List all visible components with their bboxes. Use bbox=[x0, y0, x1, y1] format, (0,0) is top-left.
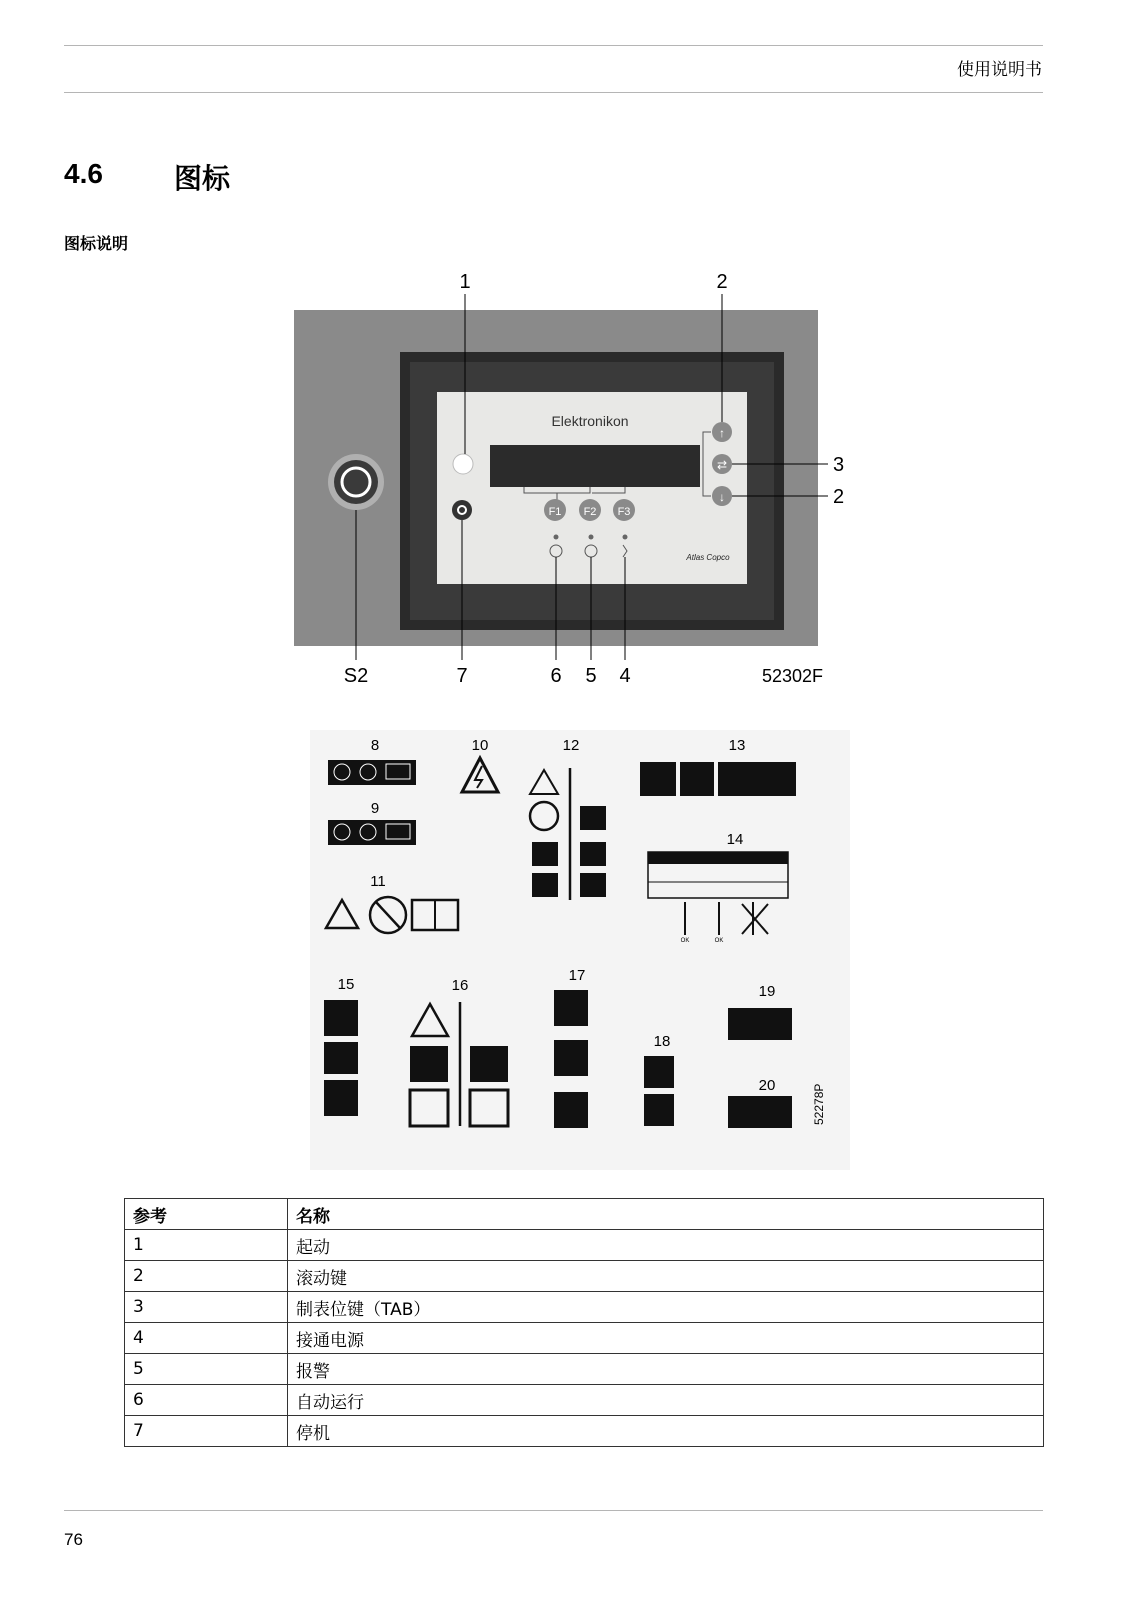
label-8: 8 bbox=[370, 737, 380, 754]
section-number: 4.6 bbox=[64, 158, 103, 189]
cell-name: 接通电源 bbox=[288, 1323, 1044, 1354]
cell-ref: 4 bbox=[125, 1323, 288, 1354]
atlas-copco-logo: Atlas Copco bbox=[686, 553, 730, 562]
callout-2-top: 2 bbox=[716, 271, 728, 293]
subheading: 图标说明 bbox=[64, 234, 129, 253]
table-row bbox=[125, 1323, 1044, 1354]
table-row bbox=[125, 1416, 1044, 1447]
figure2-code: 52278P bbox=[812, 1083, 826, 1125]
lcd-display bbox=[490, 445, 700, 487]
svg-text:⇄: ⇄ bbox=[716, 458, 728, 472]
svg-text:OK: OK bbox=[680, 938, 690, 944]
header-ref: 参考 bbox=[125, 1199, 288, 1230]
maintenance-symbol-18 bbox=[644, 1056, 674, 1088]
label-12: 12 bbox=[562, 737, 580, 754]
alarm-led bbox=[589, 535, 594, 540]
cell-name: 自动运行 bbox=[288, 1385, 1044, 1416]
symbol-13-a bbox=[640, 762, 676, 796]
brand-label: Elektronikon bbox=[551, 413, 629, 429]
cell-name: 报警 bbox=[288, 1354, 1044, 1385]
callout-3: 3 bbox=[833, 454, 845, 476]
cell-ref: 3 bbox=[125, 1292, 288, 1323]
power-on-led bbox=[623, 535, 628, 540]
cell-ref: 2 bbox=[125, 1261, 288, 1292]
label-9: 9 bbox=[370, 800, 380, 817]
label-14: 14 bbox=[726, 831, 744, 848]
cell-name: 制表位键（TAB） bbox=[288, 1292, 1044, 1323]
cell-ref: 1 bbox=[125, 1230, 288, 1261]
callout-6: 6 bbox=[550, 665, 562, 687]
table-row bbox=[125, 1261, 1044, 1292]
cell-name: 停机 bbox=[288, 1416, 1044, 1447]
auto-run-led bbox=[554, 535, 559, 540]
label-16: 16 bbox=[451, 977, 469, 994]
table-row bbox=[125, 1292, 1044, 1323]
stop-button[interactable] bbox=[452, 500, 472, 520]
svg-text:F3: F3 bbox=[617, 506, 631, 518]
cell-ref: 7 bbox=[125, 1416, 288, 1447]
label-18: 18 bbox=[653, 1033, 671, 1050]
condensate-drain-symbol-20 bbox=[728, 1096, 792, 1128]
condensate-drain-symbol-19 bbox=[728, 1008, 792, 1040]
table-row bbox=[125, 1230, 1044, 1261]
cell-name: 滚动键 bbox=[288, 1261, 1044, 1292]
label-19: 19 bbox=[758, 983, 776, 1000]
header-rule-bottom bbox=[64, 92, 1043, 93]
cell-ref: 5 bbox=[125, 1354, 288, 1385]
header-name: 名称 bbox=[288, 1199, 1044, 1230]
callout-4: 4 bbox=[619, 665, 631, 687]
label-10: 10 bbox=[471, 737, 489, 754]
maintenance-symbol-15 bbox=[324, 1000, 358, 1036]
callout-s2: S2 bbox=[343, 665, 369, 687]
label-11: 11 bbox=[370, 873, 386, 890]
footer-rule bbox=[64, 1510, 1043, 1511]
start-button[interactable] bbox=[453, 454, 473, 474]
header-rule-top bbox=[64, 45, 1043, 46]
reference-table bbox=[124, 1198, 1044, 1447]
svg-text:↑: ↑ bbox=[719, 426, 725, 440]
document-title: 使用说明书 bbox=[957, 60, 1042, 80]
svg-text:F2: F2 bbox=[583, 506, 597, 518]
label-17: 17 bbox=[568, 967, 586, 984]
table-row bbox=[125, 1354, 1044, 1385]
svg-text:OK: OK bbox=[714, 938, 724, 944]
cell-ref: 6 bbox=[125, 1385, 288, 1416]
table-row bbox=[125, 1385, 1044, 1416]
label-13: 13 bbox=[728, 737, 746, 754]
callout-7: 7 bbox=[456, 665, 468, 687]
symbols-figure bbox=[310, 730, 850, 1170]
callout-1: 1 bbox=[459, 271, 471, 293]
figure-code: 52302F bbox=[761, 666, 823, 686]
control-panel-figure bbox=[290, 260, 850, 710]
table-header-row bbox=[125, 1199, 1044, 1230]
label-15: 15 bbox=[337, 976, 355, 993]
section-title: 图标 bbox=[174, 162, 231, 195]
callout-5: 5 bbox=[585, 665, 597, 687]
svg-text:↓: ↓ bbox=[719, 490, 725, 504]
page-number: 76 bbox=[64, 1530, 83, 1549]
oil-symbol-17 bbox=[554, 990, 588, 1026]
label-20: 20 bbox=[758, 1077, 776, 1094]
svg-text:F1: F1 bbox=[548, 506, 562, 518]
callout-2-right: 2 bbox=[833, 486, 845, 508]
cell-name: 起动 bbox=[288, 1230, 1044, 1261]
